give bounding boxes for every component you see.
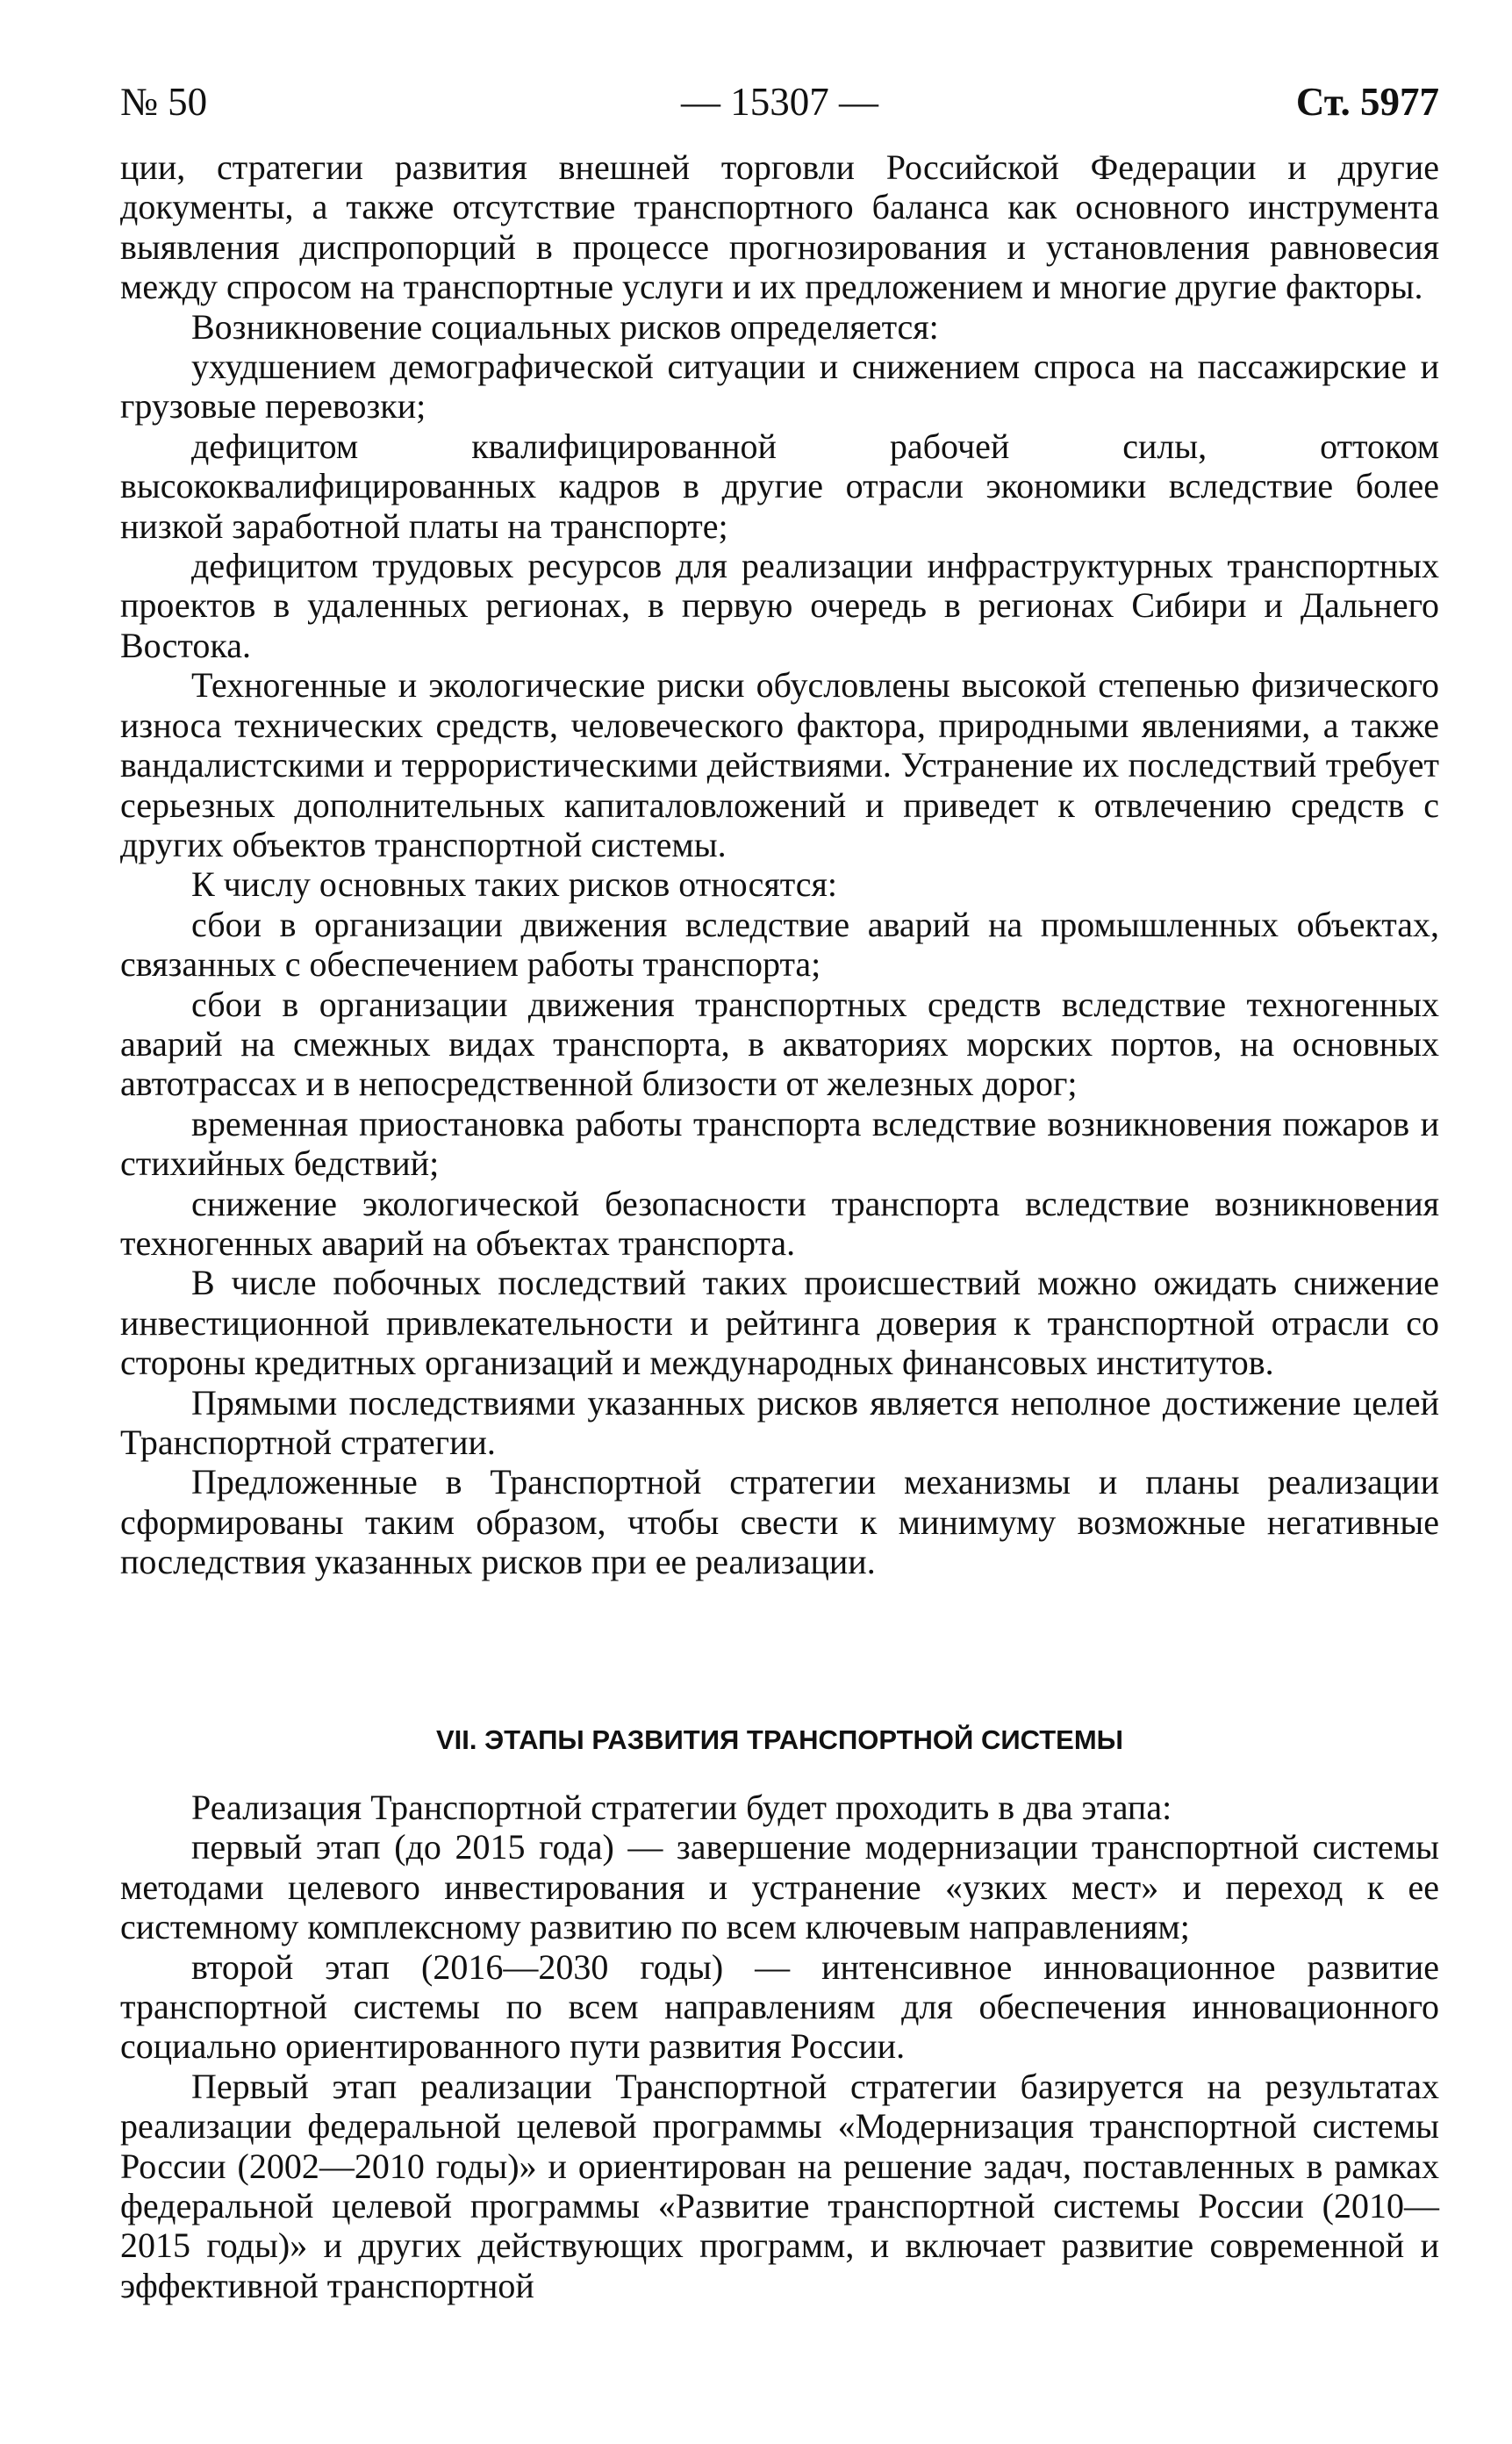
paragraph: Прямыми последствиями указанных рисков является неполное достижение целей Транспортной стратегии. <box>120 1382 1439 1462</box>
paragraph: Реализация Транспортной стратегии будет проходить в два этапа: <box>191 1788 1172 1827</box>
list-item: временная приостановка работы транспорта вследствие возникновения пожаров и стихийных бедствий; <box>120 1103 1439 1184</box>
paragraph: Техногенные и экологические риски обусловлены высокой степенью физического износа технических средств, человеческого фактора, природными явлениями, а также вандалистскими и террористическими действиями. Устранение их последствий требует серьезных дополнительных капиталовложений и приведет к отвлечению средств с других объектов транспортной системы. <box>120 665 1439 864</box>
list-item: ухудшением демографической ситуации и снижением спроса на пассажирские и грузовые перевозки; <box>120 347 1439 426</box>
section-heading: VII. ЭТАПЫ РАЗВИТИЯ ТРАНСПОРТНОЙ СИСТЕМЫ <box>435 1724 1124 1755</box>
list-item: второй этап (2016—2030 годы) — интенсивное инновационное развитие транспортной системы по всем направлениям для обеспечения инновационного социально ориентированного пути развития России. <box>120 1946 1439 2067</box>
paragraph: В числе побочных последствий таких происшествий можно ожидать снижение инвестиционной привлекательности и рейтинга доверия к транспортной отрасли со стороны кредитных организаций и международных финансовых институтов. <box>120 1263 1439 1383</box>
list-item: сбои в организации движения транспортных средств вследствие техногенных аварий на смежных видах транспорта, в акваториях морских портов, на основных автотрассах и в непосредственной близости от железных дорог; <box>120 984 1439 1104</box>
list-item: снижение экологической безопасности транспорта вследствие возникновения техногенных аварий на объектах транспорта. <box>120 1183 1439 1263</box>
paragraph: Первый этап реализации Транспортной стратегии базируется на результатах реализации федеральной целевой программы «Модернизация транспортной системы России (2002—2010 годы)» и ориентирован на решение задач, поставленных в рамках федеральной целевой программы «Развитие транспортной системы России (2010—2015 годы)» и других действующих программ, и включает развитие современной и эффективной транспортной <box>120 2066 1439 2305</box>
issue-number: № 50 <box>120 80 208 124</box>
page-number: — 15307 — <box>681 80 878 124</box>
list-item: дефицитом трудовых ресурсов для реализации инфраструктурных транспортных проектов в удаленных регионах, в первую очередь в регионах Сибири и Дальнего Востока. <box>120 546 1439 665</box>
paragraph-continuation: ции, стратегии развития внешней торговли Российской Федерации и другие документы, а также отсутствие транспортного баланса как основного инструмента выявления диспропорций в процессе прогнозирования и установления равновесия между спросом на транспортные услуги и их предложением и многие другие факторы. <box>120 147 1439 307</box>
list-item: первый этап (до 2015 года) — завершение модернизации транспортной системы методами целевого инвестирования и устранение «узких мест» и переход к ее системному комплексному развитию по всем ключевым направлениям; <box>120 1827 1439 1947</box>
paragraph: К числу основных таких рисков относятся: <box>191 864 837 905</box>
page-header <box>120 75 1439 128</box>
list-item: сбои в организации движения вследствие аварий на промышленных объектах, связанных с обеспечением работы транспорта; <box>120 904 1439 985</box>
stages-text-block <box>120 1788 1439 2305</box>
paragraph: Возникновение социальных рисков определяется: <box>191 306 939 347</box>
list-item: дефицитом квалифицированной рабочей силы, оттоком высококвалифицированных кадров в другие отрасли экономики вследствие более низкой заработной платы на транспорте; <box>120 426 1439 546</box>
paragraph: Предложенные в Транспортной стратегии механизмы и планы реализации сформированы таким образом, чтобы свести к минимуму возможные негативные последствия указанных рисков при ее реализации. <box>120 1462 1439 1582</box>
risks-text-block <box>120 147 1439 1582</box>
article-number: Ст. 5977 <box>1295 80 1439 124</box>
